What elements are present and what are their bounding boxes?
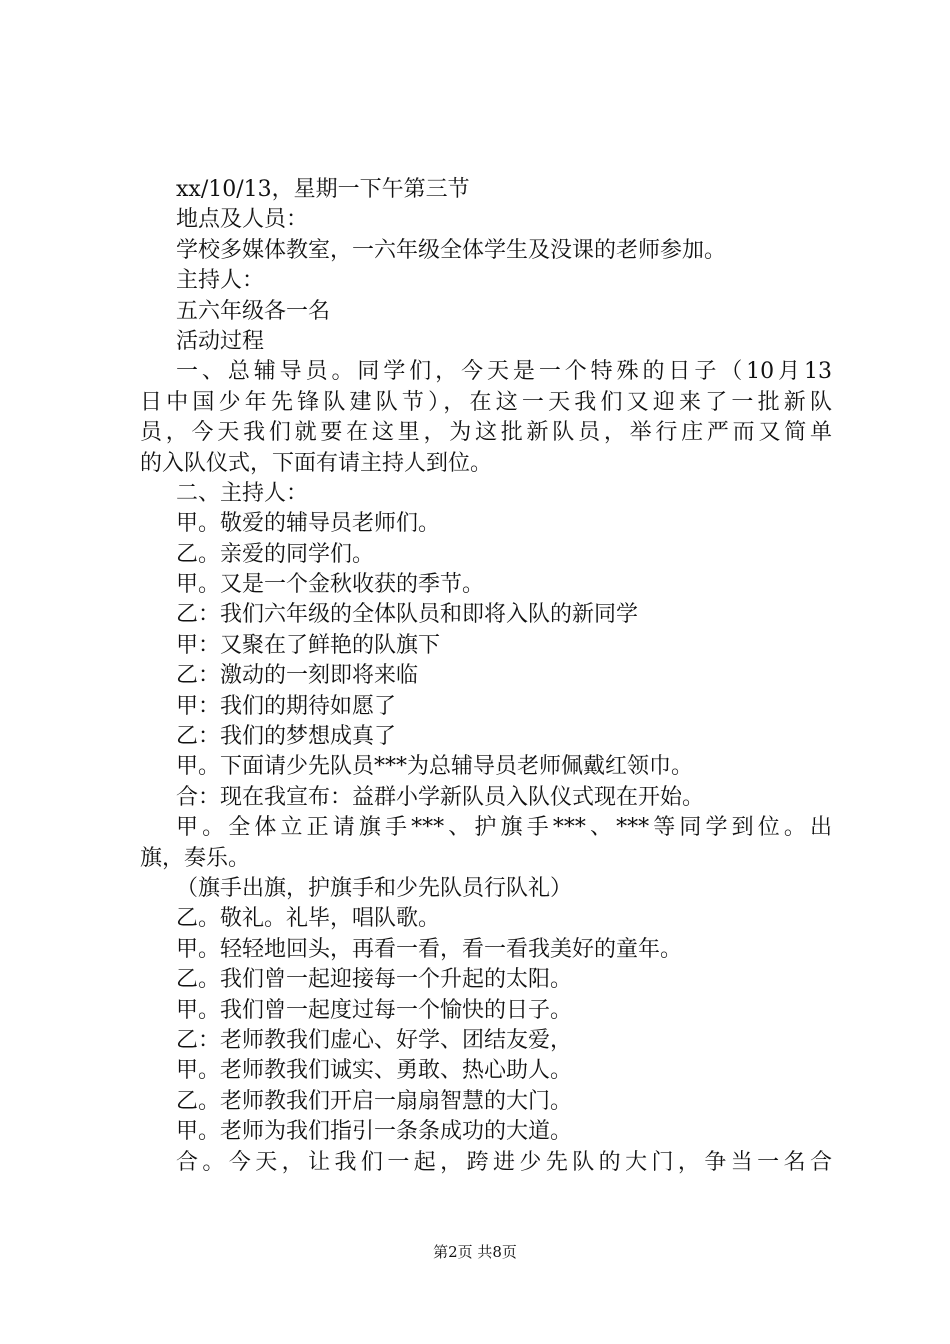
script-line: 旗，奏乐。: [140, 845, 251, 871]
script-line: 甲。老师教我们诚实、勇敢、热心助人。: [176, 1058, 573, 1084]
script-line: 乙。我们曾一起迎接每一个升起的太阳。: [176, 967, 573, 993]
paragraph-line: 一、总辅导员。同学们，今天是一个特殊的日子（10月13: [176, 359, 832, 385]
host-line: 五六年级各一名: [176, 298, 331, 324]
location-heading: 地点及人员：: [176, 207, 309, 233]
script-line: 甲：又聚在了鲜艳的队旗下: [176, 632, 441, 658]
process-heading: 活动过程: [176, 328, 265, 354]
script-line: 甲。下面请少先队员***为总辅导员老师佩戴红领巾。: [176, 754, 694, 780]
script-line: 甲。轻轻地回头，再看一看，看一看我美好的童年。: [176, 936, 683, 962]
paragraph-line: 的入队仪式，下面有请主持人到位。: [140, 450, 493, 476]
script-line: 甲。全体立正请旗手***、护旗手***、***等同学到位。出: [176, 815, 832, 841]
script-line: 合：现在我宣布：益群小学新队员入队仪式现在开始。: [176, 784, 705, 810]
script-line: 乙。敬礼。礼毕，唱队歌。: [176, 906, 441, 932]
script-line: 乙：我们六年级的全体队员和即将入队的新同学: [176, 602, 639, 628]
script-line: 乙：激动的一刻即将来临: [176, 663, 419, 689]
host-heading: 主持人：: [176, 268, 265, 294]
section-heading: 二、主持人：: [176, 480, 309, 506]
script-line: 合。今天，让我们一起，跨进少先队的大门，争当一名合: [176, 1149, 832, 1175]
script-line: 甲。老师为我们指引一条条成功的大道。: [176, 1119, 573, 1145]
schedule-line: xx/10/13，星期一下午第三节: [176, 177, 470, 202]
stage-direction: （旗手出旗，护旗手和少先队员行队礼）: [176, 875, 573, 901]
document-body: [140, 175, 832, 1178]
script-line: 乙：老师教我们虚心、好学、团结友爱，: [176, 1027, 573, 1053]
location-line: 学校多媒体教室，一六年级全体学生及没课的老师参加。: [176, 237, 727, 263]
script-line: 甲。又是一个金秋收获的季节。: [176, 572, 485, 598]
paragraph-line: 日中国少年先锋队建队节），在这一天我们又迎来了一批新队: [140, 389, 832, 415]
script-line: 乙：我们的梦想成真了: [176, 724, 397, 750]
paragraph-line: 员，今天我们就要在这里，为这批新队员，举行庄严而又简单: [140, 420, 832, 446]
script-line: 甲：我们的期待如愿了: [176, 693, 397, 719]
script-line: 乙。老师教我们开启一扇扇智慧的大门。: [176, 1088, 573, 1114]
script-line: 甲。我们曾一起度过每一个愉快的日子。: [176, 997, 573, 1023]
script-line: 乙。亲爱的同学们。: [176, 541, 375, 567]
page-number-footer: 第2页 共8页: [433, 1243, 517, 1261]
script-line: 甲。敬爱的辅导员老师们。: [176, 511, 441, 537]
